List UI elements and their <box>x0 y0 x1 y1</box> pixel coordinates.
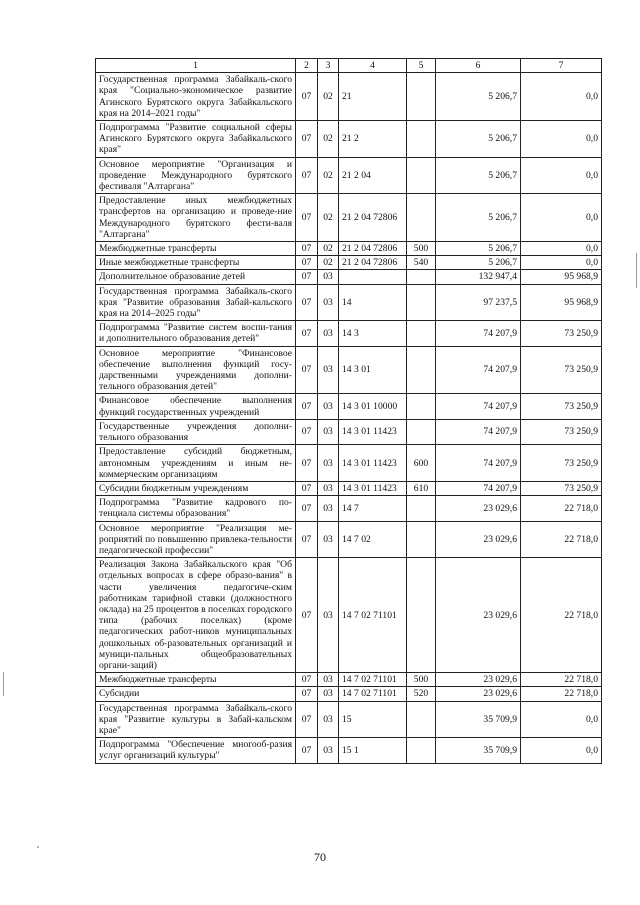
cell-target-article: 21 2 <box>339 121 407 158</box>
cell-section: 07 <box>296 445 318 482</box>
cell-name: Государственные учреждения дополни-тельного образования <box>96 419 296 444</box>
table-row <box>96 419 602 444</box>
cell-amount-a: 74 207,9 <box>436 445 521 482</box>
cell-amount-b: 0,0 <box>521 701 602 738</box>
cell-amount-b: 95 968,9 <box>521 270 602 284</box>
cell-section: 07 <box>296 284 318 321</box>
cell-section: 07 <box>296 394 318 419</box>
cell-amount-a: 5 206,7 <box>436 73 521 121</box>
cell-amount-b: 0,0 <box>521 242 602 256</box>
cell-section: 07 <box>296 701 318 738</box>
cell-target-article: 14 7 <box>339 496 407 521</box>
cell-subsection: 02 <box>318 157 339 194</box>
cell-subsection: 03 <box>318 701 339 738</box>
cell-expense-type <box>407 194 436 242</box>
cell-subsection: 03 <box>318 346 339 394</box>
table-row <box>96 346 602 394</box>
cell-name: Подпрограмма "Развитие кадрового по-тенциала системы образования" <box>96 496 296 521</box>
scan-margin-mark <box>636 253 637 288</box>
cell-name: Государственная программа Забайкаль-ского края "Развитие культуры в Забай-кальском крае" <box>96 701 296 738</box>
cell-amount-b: 73 250,9 <box>521 419 602 444</box>
cell-subsection: 03 <box>318 419 339 444</box>
cell-amount-b: 22 718,0 <box>521 687 602 701</box>
cell-expense-type: 540 <box>407 256 436 270</box>
cell-expense-type <box>407 284 436 321</box>
cell-expense-type <box>407 73 436 121</box>
cell-section: 07 <box>296 419 318 444</box>
cell-name: Субсидии <box>96 687 296 701</box>
cell-target-article: 14 7 02 71101 <box>339 687 407 701</box>
column-header: 2 <box>296 59 318 73</box>
cell-target-article: 14 3 <box>339 321 407 346</box>
cell-amount-a: 5 206,7 <box>436 242 521 256</box>
cell-amount-a: 23 029,6 <box>436 521 521 558</box>
cell-subsection: 03 <box>318 496 339 521</box>
table-row <box>96 496 602 521</box>
table-row <box>96 73 602 121</box>
cell-amount-b: 73 250,9 <box>521 394 602 419</box>
cell-section: 07 <box>296 496 318 521</box>
cell-name: Субсидии бюджетным учреждениям <box>96 481 296 495</box>
cell-target-article: 21 2 04 72806 <box>339 194 407 242</box>
cell-amount-a: 74 207,9 <box>436 394 521 419</box>
cell-amount-a: 5 206,7 <box>436 157 521 194</box>
table-row <box>96 270 602 284</box>
cell-subsection: 03 <box>318 284 339 321</box>
cell-amount-a: 23 029,6 <box>436 673 521 687</box>
cell-amount-b: 22 718,0 <box>521 521 602 558</box>
column-header: 6 <box>436 59 521 73</box>
cell-target-article: 14 3 01 11423 <box>339 419 407 444</box>
cell-target-article <box>339 270 407 284</box>
table-row <box>96 242 602 256</box>
table-row <box>96 284 602 321</box>
cell-amount-b: 0,0 <box>521 73 602 121</box>
cell-expense-type <box>407 558 436 673</box>
cell-expense-type <box>407 521 436 558</box>
cell-subsection: 03 <box>318 321 339 346</box>
table-row <box>96 256 602 270</box>
cell-name: Государственная программа Забайкаль-ского края "Социально-экономическое развитие Агинского Бурятского округа Забайкальского края на 2014–2021 годы" <box>96 73 296 121</box>
cell-name: Подпрограмма "Развитие социальной сферы Агинского Бурятского округа Забайкальского края" <box>96 121 296 158</box>
column-header: 7 <box>521 59 602 73</box>
cell-section: 07 <box>296 270 318 284</box>
scan-speck <box>37 846 39 848</box>
cell-amount-a: 74 207,9 <box>436 346 521 394</box>
cell-target-article: 14 3 01 11423 <box>339 445 407 482</box>
cell-amount-b: 73 250,9 <box>521 346 602 394</box>
cell-amount-b: 0,0 <box>521 194 602 242</box>
table-row <box>96 481 602 495</box>
table-row <box>96 687 602 701</box>
column-header: 1 <box>96 59 296 73</box>
cell-expense-type <box>407 419 436 444</box>
cell-name: Финансовое обеспечение выполнения функций государственных учреждений <box>96 394 296 419</box>
cell-target-article: 21 2 04 72806 <box>339 256 407 270</box>
table-row <box>96 121 602 158</box>
cell-amount-b: 22 718,0 <box>521 558 602 673</box>
cell-name: Подпрограмма "Развитие систем воспи-тания и дополнительного образования детей" <box>96 321 296 346</box>
cell-subsection: 03 <box>318 521 339 558</box>
cell-section: 07 <box>296 481 318 495</box>
column-header: 3 <box>318 59 339 73</box>
cell-target-article: 14 7 02 71101 <box>339 673 407 687</box>
table-row <box>96 157 602 194</box>
cell-amount-a: 23 029,6 <box>436 558 521 673</box>
cell-expense-type <box>407 496 436 521</box>
cell-expense-type: 500 <box>407 673 436 687</box>
cell-subsection: 03 <box>318 558 339 673</box>
cell-amount-b: 95 968,9 <box>521 284 602 321</box>
column-header: 5 <box>407 59 436 73</box>
cell-amount-a: 132 947,4 <box>436 270 521 284</box>
cell-expense-type <box>407 121 436 158</box>
table-header-row <box>96 59 602 73</box>
cell-name: Иные межбюджетные трансферты <box>96 256 296 270</box>
cell-amount-b: 0,0 <box>521 256 602 270</box>
cell-amount-a: 97 237,5 <box>436 284 521 321</box>
cell-section: 07 <box>296 673 318 687</box>
cell-amount-b: 0,0 <box>521 157 602 194</box>
cell-target-article: 14 3 01 10000 <box>339 394 407 419</box>
cell-expense-type: 600 <box>407 445 436 482</box>
cell-expense-type: 520 <box>407 687 436 701</box>
table-row <box>96 445 602 482</box>
cell-amount-b: 22 718,0 <box>521 496 602 521</box>
cell-section: 07 <box>296 256 318 270</box>
cell-target-article: 21 <box>339 73 407 121</box>
cell-target-article: 14 3 01 11423 <box>339 481 407 495</box>
cell-amount-b: 0,0 <box>521 738 602 763</box>
table-row <box>96 194 602 242</box>
table-row <box>96 521 602 558</box>
cell-section: 07 <box>296 521 318 558</box>
cell-name: Межбюджетные трансферты <box>96 673 296 687</box>
cell-amount-a: 35 709,9 <box>436 738 521 763</box>
table-row <box>96 701 602 738</box>
cell-subsection: 03 <box>318 394 339 419</box>
cell-target-article: 14 7 02 71101 <box>339 558 407 673</box>
cell-section: 07 <box>296 157 318 194</box>
cell-amount-a: 35 709,9 <box>436 701 521 738</box>
cell-target-article: 21 2 04 72806 <box>339 242 407 256</box>
cell-subsection: 02 <box>318 73 339 121</box>
cell-amount-a: 5 206,7 <box>436 194 521 242</box>
cell-name: Основное мероприятие "Организация и проведение Международного бурятского фестиваля "Алтаргана" <box>96 157 296 194</box>
cell-expense-type: 500 <box>407 242 436 256</box>
table-row <box>96 558 602 673</box>
cell-subsection: 03 <box>318 445 339 482</box>
cell-section: 07 <box>296 558 318 673</box>
cell-amount-b: 0,0 <box>521 121 602 158</box>
cell-section: 07 <box>296 242 318 256</box>
column-header: 4 <box>339 59 407 73</box>
table-row <box>96 321 602 346</box>
cell-subsection: 03 <box>318 270 339 284</box>
budget-table <box>95 58 602 764</box>
cell-amount-a: 74 207,9 <box>436 419 521 444</box>
cell-target-article: 21 2 04 <box>339 157 407 194</box>
cell-subsection: 02 <box>318 194 339 242</box>
cell-name: Межбюджетные трансферты <box>96 242 296 256</box>
cell-expense-type <box>407 270 436 284</box>
cell-subsection: 03 <box>318 738 339 763</box>
cell-name: Подпрограмма "Обеспечение многооб-разия услуг организаций культуры" <box>96 738 296 763</box>
cell-section: 07 <box>296 738 318 763</box>
cell-expense-type: 610 <box>407 481 436 495</box>
cell-name: Реализация Закона Забайкальского края "Об отдельных вопросах в сфере образо-вания" в части увеличения педагогиче-ским работникам тарифной ставки (должностного оклада) на 25 процентов в поселках городского типа (рабочих поселках) (кроме педагогических работ-ников муниципальных дошкольных об-разовательных организаций и муници-пальных общеобразовательных органи-заций) <box>96 558 296 673</box>
cell-section: 07 <box>296 687 318 701</box>
cell-target-article: 14 3 01 <box>339 346 407 394</box>
page-number: 70 <box>314 850 326 864</box>
cell-expense-type <box>407 157 436 194</box>
cell-target-article: 15 1 <box>339 738 407 763</box>
cell-amount-b: 73 250,9 <box>521 321 602 346</box>
cell-expense-type <box>407 394 436 419</box>
cell-name: Основное мероприятие "Финансовое обеспечение выполнения функций госу-дарственными учреждениями дополни-тельного образования детей" <box>96 346 296 394</box>
cell-target-article: 14 <box>339 284 407 321</box>
cell-section: 07 <box>296 73 318 121</box>
cell-target-article: 15 <box>339 701 407 738</box>
cell-subsection: 02 <box>318 242 339 256</box>
cell-subsection: 03 <box>318 481 339 495</box>
table-row <box>96 738 602 763</box>
cell-expense-type <box>407 701 436 738</box>
cell-name: Дополнительное образование детей <box>96 270 296 284</box>
cell-amount-b: 22 718,0 <box>521 673 602 687</box>
cell-amount-b: 73 250,9 <box>521 445 602 482</box>
cell-section: 07 <box>296 121 318 158</box>
cell-name: Государственная программа Забайкаль-ского края "Развитие образования Забай-кальского края на 2014–2025 годы" <box>96 284 296 321</box>
cell-subsection: 02 <box>318 256 339 270</box>
cell-amount-a: 23 029,6 <box>436 687 521 701</box>
cell-subsection: 02 <box>318 121 339 158</box>
cell-expense-type <box>407 738 436 763</box>
cell-name: Основное мероприятие "Реализация ме-роприятий по повышению привлека-тельности педагогической профессии" <box>96 521 296 558</box>
cell-name: Предоставление субсидий бюджетным, автономным учреждениям и иным не-коммерческим организациям <box>96 445 296 482</box>
cell-amount-a: 74 207,9 <box>436 321 521 346</box>
cell-expense-type <box>407 346 436 394</box>
cell-amount-a: 74 207,9 <box>436 481 521 495</box>
cell-name: Предоставление иных межбюджетных трансфертов на организацию и проведе-ние Международного бурятского фести-валя "Алтаргана" <box>96 194 296 242</box>
table-row <box>96 673 602 687</box>
cell-subsection: 03 <box>318 687 339 701</box>
cell-expense-type <box>407 321 436 346</box>
cell-section: 07 <box>296 194 318 242</box>
cell-subsection: 03 <box>318 673 339 687</box>
scan-margin-mark <box>3 672 4 696</box>
table-row <box>96 394 602 419</box>
cell-amount-a: 5 206,7 <box>436 121 521 158</box>
cell-amount-a: 23 029,6 <box>436 496 521 521</box>
cell-section: 07 <box>296 321 318 346</box>
cell-section: 07 <box>296 346 318 394</box>
cell-amount-a: 5 206,7 <box>436 256 521 270</box>
cell-target-article: 14 7 02 <box>339 521 407 558</box>
cell-amount-b: 73 250,9 <box>521 481 602 495</box>
